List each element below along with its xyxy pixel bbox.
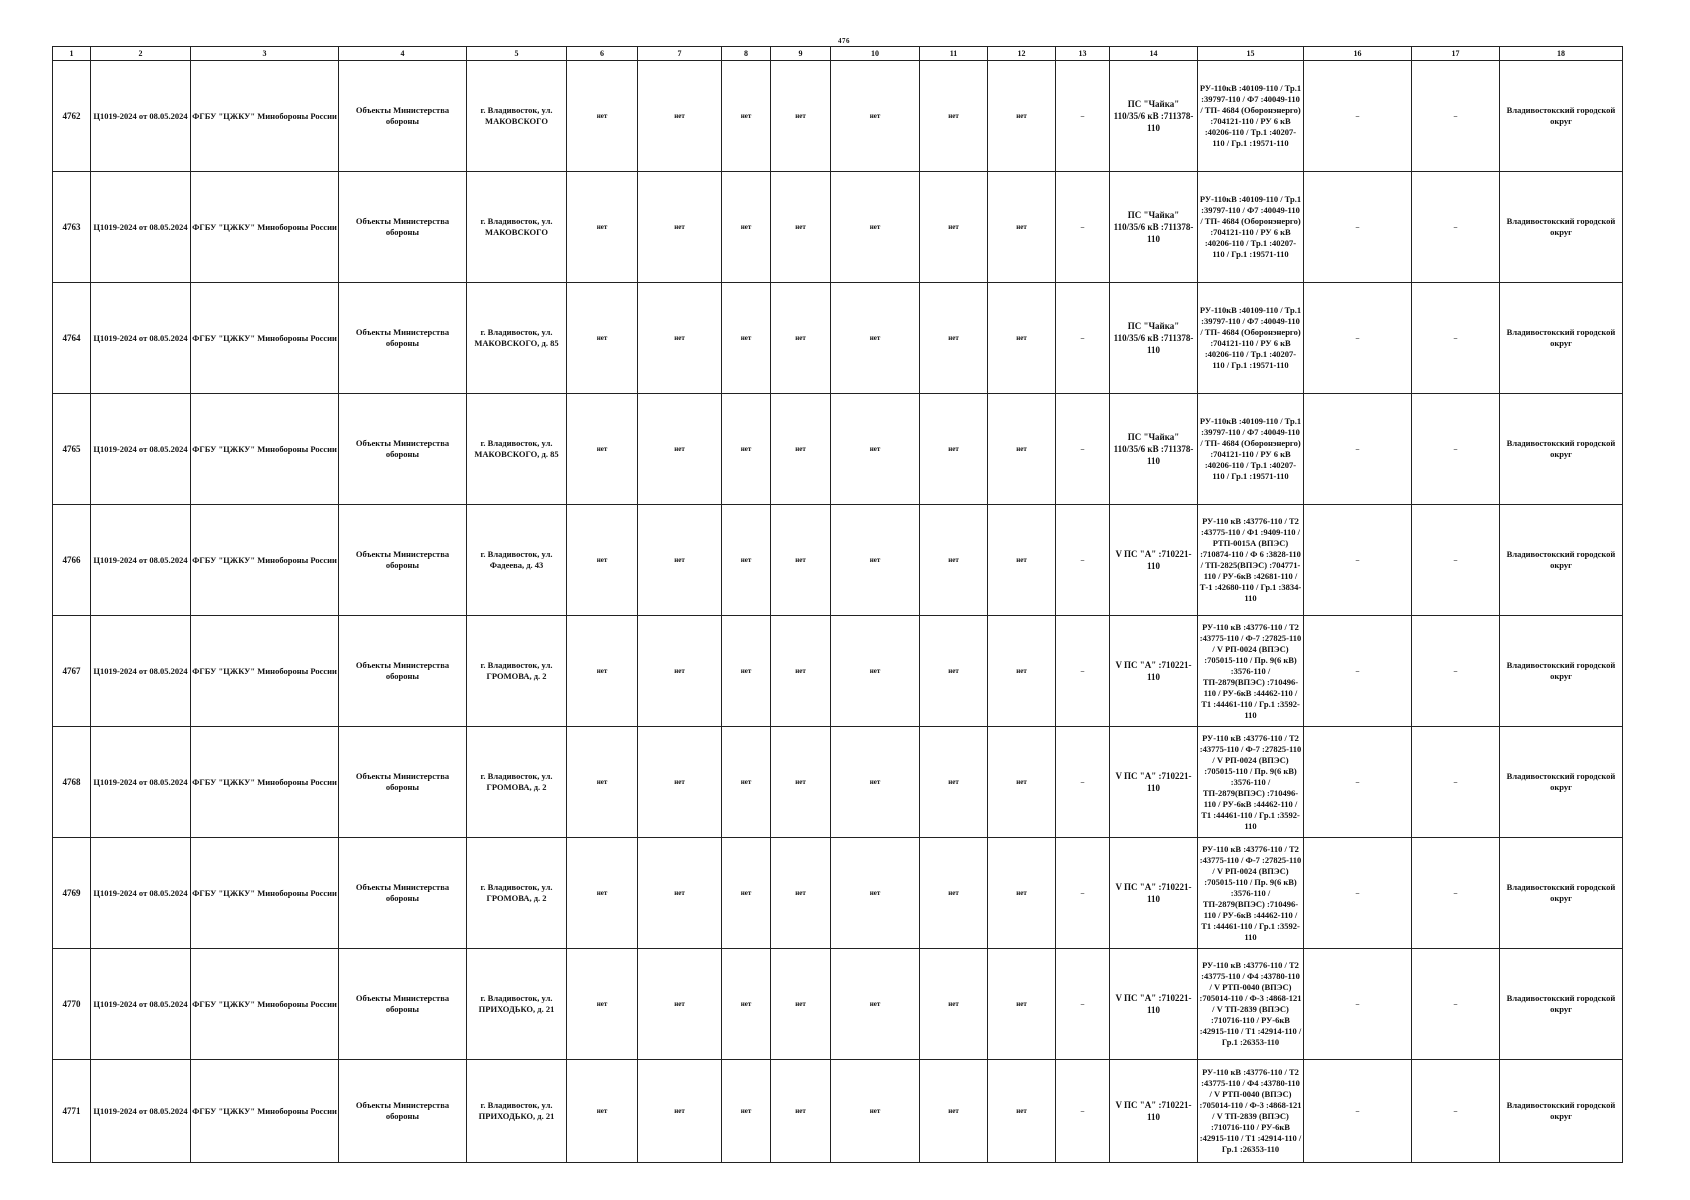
dash-cell: – xyxy=(1412,283,1500,394)
dash-cell: – xyxy=(1056,505,1110,616)
value-cell: нет xyxy=(988,394,1056,505)
district-cell: Владивостокский городской округ xyxy=(1500,394,1623,505)
dash-cell: – xyxy=(1412,949,1500,1060)
value-cell: нет xyxy=(988,727,1056,838)
value-cell: нет xyxy=(771,283,831,394)
organization-cell: ФГБУ "ЦЖКУ" Минобороны России xyxy=(191,283,339,394)
organization-cell: ФГБУ "ЦЖКУ" Минобороны России xyxy=(191,838,339,949)
dash-cell: – xyxy=(1412,838,1500,949)
order-cell: Ц1019-2024 от 08.05.2024 xyxy=(91,505,191,616)
value-cell: нет xyxy=(638,283,722,394)
organization-cell: ФГБУ "ЦЖКУ" Минобороны России xyxy=(191,61,339,172)
column-header: 15 xyxy=(1198,47,1304,61)
row-number: 4769 xyxy=(53,838,91,949)
column-header: 4 xyxy=(339,47,467,61)
value-cell: нет xyxy=(567,838,638,949)
value-cell: нет xyxy=(988,1060,1056,1163)
register-table xyxy=(52,46,1623,1163)
column-header: 11 xyxy=(920,47,988,61)
dash-cell: – xyxy=(1056,1060,1110,1163)
value-cell: нет xyxy=(771,838,831,949)
substation-cell: ПС "Чайка" 110/35/6 кВ :711378-110 xyxy=(1110,283,1198,394)
dash-cell: – xyxy=(1304,172,1412,283)
object-cell: Объекты Министерства обороны xyxy=(339,394,467,505)
address-cell: г. Владивосток, ул. ГРОМОВА, д. 2 xyxy=(467,616,567,727)
address-cell: г. Владивосток, ул. ПРИХОДЬКО, д. 21 xyxy=(467,949,567,1060)
value-cell: нет xyxy=(567,727,638,838)
column-header: 14 xyxy=(1110,47,1198,61)
dash-cell: – xyxy=(1056,172,1110,283)
value-cell: нет xyxy=(920,1060,988,1163)
column-header: 12 xyxy=(988,47,1056,61)
dash-cell: – xyxy=(1304,61,1412,172)
value-cell: нет xyxy=(722,394,771,505)
value-cell: нет xyxy=(831,283,920,394)
organization-cell: ФГБУ "ЦЖКУ" Минобороны России xyxy=(191,505,339,616)
dash-cell: – xyxy=(1304,394,1412,505)
object-cell: Объекты Министерства обороны xyxy=(339,838,467,949)
order-cell: Ц1019-2024 от 08.05.2024 xyxy=(91,61,191,172)
dash-cell: – xyxy=(1304,727,1412,838)
dash-cell: – xyxy=(1056,616,1110,727)
dash-cell: – xyxy=(1412,1060,1500,1163)
table-row xyxy=(53,61,1623,172)
order-cell: Ц1019-2024 от 08.05.2024 xyxy=(91,616,191,727)
dash-cell: – xyxy=(1056,949,1110,1060)
value-cell: нет xyxy=(722,949,771,1060)
column-header: 13 xyxy=(1056,47,1110,61)
substation-cell: V ПС "А" :710221-110 xyxy=(1110,1060,1198,1163)
value-cell: нет xyxy=(722,838,771,949)
column-header: 1 xyxy=(53,47,91,61)
order-cell: Ц1019-2024 от 08.05.2024 xyxy=(91,172,191,283)
object-cell: Объекты Министерства обороны xyxy=(339,61,467,172)
substation-cell: V ПС "А" :710221-110 xyxy=(1110,838,1198,949)
value-cell: нет xyxy=(567,394,638,505)
district-cell: Владивостокский городской округ xyxy=(1500,838,1623,949)
district-cell: Владивостокский городской округ xyxy=(1500,283,1623,394)
column-header: 3 xyxy=(191,47,339,61)
row-number: 4765 xyxy=(53,394,91,505)
address-cell: г. Владивосток, ул. МАКОВСКОГО xyxy=(467,61,567,172)
value-cell: нет xyxy=(988,61,1056,172)
dash-cell: – xyxy=(1304,1060,1412,1163)
value-cell: нет xyxy=(920,172,988,283)
row-number: 4767 xyxy=(53,616,91,727)
value-cell: нет xyxy=(831,949,920,1060)
value-cell: нет xyxy=(638,727,722,838)
address-cell: г. Владивосток, ул. МАКОВСКОГО xyxy=(467,172,567,283)
value-cell: нет xyxy=(771,616,831,727)
value-cell: нет xyxy=(988,283,1056,394)
value-cell: нет xyxy=(920,949,988,1060)
address-cell: г. Владивосток, ул. МАКОВСКОГО, д. 85 xyxy=(467,283,567,394)
object-cell: Объекты Министерства обороны xyxy=(339,505,467,616)
dash-cell: – xyxy=(1412,505,1500,616)
substation-cell: V ПС "А" :710221-110 xyxy=(1110,727,1198,838)
address-cell: г. Владивосток, ул. ГРОМОВА, д. 2 xyxy=(467,727,567,838)
register-body xyxy=(53,61,1623,1163)
dash-cell: – xyxy=(1412,616,1500,727)
organization-cell: ФГБУ "ЦЖКУ" Минобороны России xyxy=(191,727,339,838)
table-row xyxy=(53,172,1623,283)
value-cell: нет xyxy=(831,172,920,283)
value-cell: нет xyxy=(567,949,638,1060)
value-cell: нет xyxy=(722,505,771,616)
table-row xyxy=(53,727,1623,838)
substation-cell: V ПС "А" :710221-110 xyxy=(1110,505,1198,616)
value-cell: нет xyxy=(920,283,988,394)
dash-cell: – xyxy=(1056,727,1110,838)
route-cell: РУ-110кВ :40109-110 / Тр.1 :39797-110 / Ф7 :40049-110 / ТП- 4684 (Оборонэнерго) :704121-110 / РУ 6 кВ :40206-110 / Тр.1 :40207-110 / Гр.1 :19571-110 xyxy=(1198,61,1304,172)
dash-cell: – xyxy=(1056,61,1110,172)
route-cell: РУ-110 кВ :43776-110 / Т2 :43775-110 / Ф-7 :27825-110 / V РП-0024 (ВПЭС) :705015-110 / Пр. 9(6 кВ) :3576-110 / ТП-2879(ВПЭС) :710496-110 / РУ-6кВ :44462-110 / Т1 :44461-110 / Гр.1 :3592-110 xyxy=(1198,616,1304,727)
district-cell: Владивостокский городской округ xyxy=(1500,505,1623,616)
value-cell: нет xyxy=(722,616,771,727)
table-row xyxy=(53,616,1623,727)
object-cell: Объекты Министерства обороны xyxy=(339,172,467,283)
district-cell: Владивостокский городской округ xyxy=(1500,1060,1623,1163)
substation-cell: ПС "Чайка" 110/35/6 кВ :711378-110 xyxy=(1110,394,1198,505)
column-header: 8 xyxy=(722,47,771,61)
object-cell: Объекты Министерства обороны xyxy=(339,283,467,394)
row-number: 4771 xyxy=(53,1060,91,1163)
organization-cell: ФГБУ "ЦЖКУ" Минобороны России xyxy=(191,172,339,283)
value-cell: нет xyxy=(722,727,771,838)
column-header: 18 xyxy=(1500,47,1623,61)
route-cell: РУ-110 кВ :43776-110 / Т2 :43775-110 / Ф-7 :27825-110 / V РП-0024 (ВПЭС) :705015-110 / Пр. 9(6 кВ) :3576-110 / ТП-2879(ВПЭС) :710496-110 / РУ-6кВ :44462-110 / Т1 :44461-110 / Гр.1 :3592-110 xyxy=(1198,838,1304,949)
row-number: 4762 xyxy=(53,61,91,172)
value-cell: нет xyxy=(771,1060,831,1163)
dash-cell: – xyxy=(1412,727,1500,838)
dash-cell: – xyxy=(1304,949,1412,1060)
value-cell: нет xyxy=(638,616,722,727)
order-cell: Ц1019-2024 от 08.05.2024 xyxy=(91,949,191,1060)
row-number: 4770 xyxy=(53,949,91,1060)
value-cell: нет xyxy=(920,616,988,727)
value-cell: нет xyxy=(638,172,722,283)
address-cell: г. Владивосток, ул. ПРИХОДЬКО, д. 21 xyxy=(467,1060,567,1163)
route-cell: РУ-110кВ :40109-110 / Тр.1 :39797-110 / Ф7 :40049-110 / ТП- 4684 (Оборонэнерго) :704121-110 / РУ 6 кВ :40206-110 / Тр.1 :40207-110 / Гр.1 :19571-110 xyxy=(1198,283,1304,394)
column-number-row xyxy=(53,47,1623,61)
value-cell: нет xyxy=(722,283,771,394)
row-number: 4763 xyxy=(53,172,91,283)
value-cell: нет xyxy=(638,394,722,505)
value-cell: нет xyxy=(831,616,920,727)
column-header: 5 xyxy=(467,47,567,61)
value-cell: нет xyxy=(831,1060,920,1163)
column-header: 16 xyxy=(1304,47,1412,61)
value-cell: нет xyxy=(567,616,638,727)
value-cell: нет xyxy=(988,616,1056,727)
value-cell: нет xyxy=(771,394,831,505)
dash-cell: – xyxy=(1412,394,1500,505)
object-cell: Объекты Министерства обороны xyxy=(339,1060,467,1163)
district-cell: Владивостокский городской округ xyxy=(1500,727,1623,838)
value-cell: нет xyxy=(831,505,920,616)
dash-cell: – xyxy=(1056,283,1110,394)
value-cell: нет xyxy=(567,283,638,394)
column-header: 10 xyxy=(831,47,920,61)
table-row xyxy=(53,838,1623,949)
table-row xyxy=(53,1060,1623,1163)
route-cell: РУ-110 кВ :43776-110 / Т2 :43775-110 / Ф-7 :27825-110 / V РП-0024 (ВПЭС) :705015-110 / Пр. 9(6 кВ) :3576-110 / ТП-2879(ВПЭС) :710496-110 / РУ-6кВ :44462-110 / Т1 :44461-110 / Гр.1 :3592-110 xyxy=(1198,727,1304,838)
table-row xyxy=(53,283,1623,394)
route-cell: РУ-110кВ :40109-110 / Тр.1 :39797-110 / Ф7 :40049-110 / ТП- 4684 (Оборонэнерго) :704121-110 / РУ 6 кВ :40206-110 / Тр.1 :40207-110 / Гр.1 :19571-110 xyxy=(1198,172,1304,283)
value-cell: нет xyxy=(920,61,988,172)
table-row xyxy=(53,505,1623,616)
value-cell: нет xyxy=(831,838,920,949)
table-row xyxy=(53,949,1623,1060)
column-header: 2 xyxy=(91,47,191,61)
value-cell: нет xyxy=(638,505,722,616)
organization-cell: ФГБУ "ЦЖКУ" Минобороны России xyxy=(191,1060,339,1163)
district-cell: Владивостокский городской округ xyxy=(1500,949,1623,1060)
register-sheet xyxy=(52,46,1622,1163)
column-header: 9 xyxy=(771,47,831,61)
dash-cell: – xyxy=(1304,283,1412,394)
column-header: 7 xyxy=(638,47,722,61)
value-cell: нет xyxy=(722,172,771,283)
route-cell: РУ-110 кВ :43776-110 / Т2 :43775-110 / Ф4 :43780-110 / V РТП-0040 (ВПЭС) :705014-110 / Ф-3 :4868-121 / V ТП-2839 (ВПЭС) :710716-110 / РУ-6кВ :42915-110 / Т1 :42914-110 / Гр.1 :26353-110 xyxy=(1198,1060,1304,1163)
dash-cell: – xyxy=(1304,616,1412,727)
object-cell: Объекты Министерства обороны xyxy=(339,616,467,727)
substation-cell: V ПС "А" :710221-110 xyxy=(1110,616,1198,727)
row-number: 4768 xyxy=(53,727,91,838)
object-cell: Объекты Министерства обороны xyxy=(339,727,467,838)
value-cell: нет xyxy=(567,172,638,283)
value-cell: нет xyxy=(920,505,988,616)
value-cell: нет xyxy=(638,61,722,172)
order-cell: Ц1019-2024 от 08.05.2024 xyxy=(91,1060,191,1163)
value-cell: нет xyxy=(920,727,988,838)
value-cell: нет xyxy=(638,949,722,1060)
value-cell: нет xyxy=(771,172,831,283)
table-row xyxy=(53,394,1623,505)
order-cell: Ц1019-2024 от 08.05.2024 xyxy=(91,727,191,838)
value-cell: нет xyxy=(771,727,831,838)
dash-cell: – xyxy=(1304,838,1412,949)
route-cell: РУ-110кВ :40109-110 / Тр.1 :39797-110 / Ф7 :40049-110 / ТП- 4684 (Оборонэнерго) :704121-110 / РУ 6 кВ :40206-110 / Тр.1 :40207-110 / Гр.1 :19571-110 xyxy=(1198,394,1304,505)
object-cell: Объекты Министерства обороны xyxy=(339,949,467,1060)
district-cell: Владивостокский городской округ xyxy=(1500,616,1623,727)
value-cell: нет xyxy=(988,949,1056,1060)
row-number: 4764 xyxy=(53,283,91,394)
value-cell: нет xyxy=(567,1060,638,1163)
value-cell: нет xyxy=(771,61,831,172)
address-cell: г. Владивосток, ул. ГРОМОВА, д. 2 xyxy=(467,838,567,949)
organization-cell: ФГБУ "ЦЖКУ" Минобороны России xyxy=(191,949,339,1060)
substation-cell: ПС "Чайка" 110/35/6 кВ :711378-110 xyxy=(1110,61,1198,172)
value-cell: нет xyxy=(567,61,638,172)
order-cell: Ц1019-2024 от 08.05.2024 xyxy=(91,838,191,949)
value-cell: нет xyxy=(638,838,722,949)
value-cell: нет xyxy=(722,61,771,172)
value-cell: нет xyxy=(831,61,920,172)
dash-cell: – xyxy=(1056,838,1110,949)
value-cell: нет xyxy=(771,505,831,616)
value-cell: нет xyxy=(831,727,920,838)
dash-cell: – xyxy=(1304,505,1412,616)
organization-cell: ФГБУ "ЦЖКУ" Минобороны России xyxy=(191,616,339,727)
order-cell: Ц1019-2024 от 08.05.2024 xyxy=(91,394,191,505)
order-cell: Ц1019-2024 от 08.05.2024 xyxy=(91,283,191,394)
row-number: 4766 xyxy=(53,505,91,616)
value-cell: нет xyxy=(722,1060,771,1163)
value-cell: нет xyxy=(567,505,638,616)
route-cell: РУ-110 кВ :43776-110 / Т2 :43775-110 / Ф4 :43780-110 / V РТП-0040 (ВПЭС) :705014-110 / Ф-3 :4868-121 / V ТП-2839 (ВПЭС) :710716-110 / РУ-6кВ :42915-110 / Т1 :42914-110 / Гр.1 :26353-110 xyxy=(1198,949,1304,1060)
dash-cell: – xyxy=(1412,61,1500,172)
district-cell: Владивостокский городской округ xyxy=(1500,172,1623,283)
district-cell: Владивостокский городской округ xyxy=(1500,61,1623,172)
value-cell: нет xyxy=(831,394,920,505)
value-cell: нет xyxy=(988,838,1056,949)
column-header: 17 xyxy=(1412,47,1500,61)
organization-cell: ФГБУ "ЦЖКУ" Минобороны России xyxy=(191,394,339,505)
value-cell: нет xyxy=(771,949,831,1060)
value-cell: нет xyxy=(988,172,1056,283)
address-cell: г. Владивосток, ул. МАКОВСКОГО, д. 85 xyxy=(467,394,567,505)
dash-cell: – xyxy=(1056,394,1110,505)
page-number: 476 xyxy=(838,37,850,45)
address-cell: г. Владивосток, ул. Фадеева, д. 43 xyxy=(467,505,567,616)
value-cell: нет xyxy=(988,505,1056,616)
route-cell: РУ-110 кВ :43776-110 / Т2 :43775-110 / Ф1 :9409-110 / РТП-0015А (ВПЭС) :710874-110 / Ф 6 :3828-110 / ТП-2825(ВПЭС) :704771-110 / РУ-6кВ :42681-110 / Т-1 :42680-110 / Гр.1 :3834-110 xyxy=(1198,505,1304,616)
value-cell: нет xyxy=(638,1060,722,1163)
value-cell: нет xyxy=(920,838,988,949)
substation-cell: ПС "Чайка" 110/35/6 кВ :711378-110 xyxy=(1110,172,1198,283)
column-header: 6 xyxy=(567,47,638,61)
value-cell: нет xyxy=(920,394,988,505)
dash-cell: – xyxy=(1412,172,1500,283)
substation-cell: V ПС "А" :710221-110 xyxy=(1110,949,1198,1060)
